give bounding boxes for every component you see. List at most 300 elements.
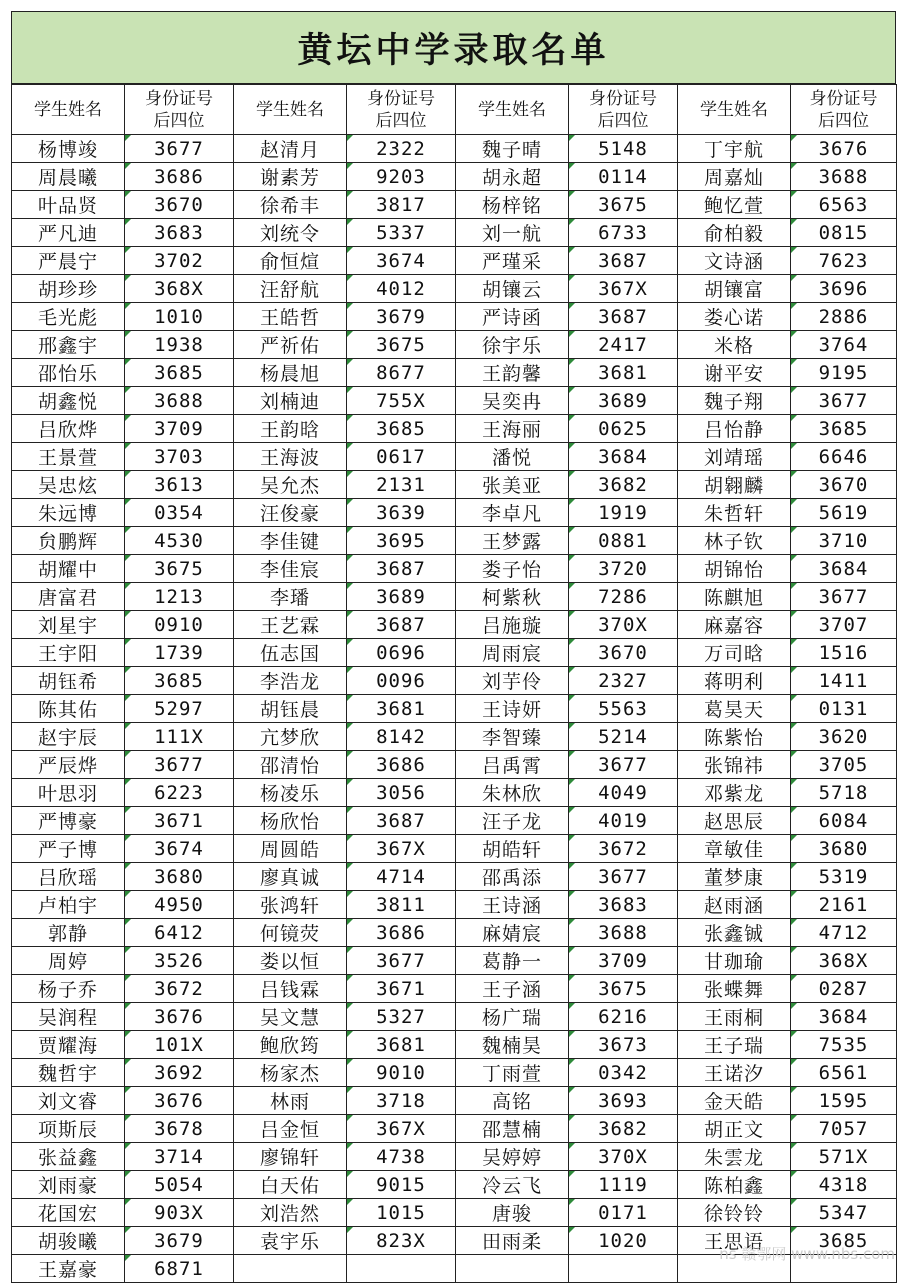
id-last4-cell: 367X [347,835,456,863]
student-name-cell: 魏子晴 [456,135,569,163]
student-name-cell: 林子钦 [678,527,791,555]
student-name-cell: 何镜荧 [234,919,347,947]
student-name-cell: 刘一航 [456,219,569,247]
id-last4-cell: 3685 [347,415,456,443]
id-last4-cell: 3670 [791,471,897,499]
id-last4-cell: 1919 [569,499,678,527]
table-row [12,415,897,443]
student-name-cell: 鲍忆萱 [678,191,791,219]
student-name-cell [234,1255,347,1283]
id-last4-cell: 3675 [347,331,456,359]
student-name-cell: 潘悦 [456,443,569,471]
header-student-name: 学生姓名 [456,85,569,135]
id-last4-cell: 3056 [347,779,456,807]
student-name-cell: 刘靖瑶 [678,443,791,471]
table-row [12,583,897,611]
header-student-name: 学生姓名 [12,85,125,135]
table-row [12,303,897,331]
table-row [12,219,897,247]
table-row [12,1143,897,1171]
id-last4-cell: 903X [125,1199,234,1227]
table-row [12,275,897,303]
student-name-cell: 张益鑫 [12,1143,125,1171]
student-name-cell: 亢梦欣 [234,723,347,751]
id-last4-cell: 4738 [347,1143,456,1171]
id-last4-cell [347,1255,456,1283]
student-name-cell: 杨家杰 [234,1059,347,1087]
id-last4-cell: 3688 [791,163,897,191]
id-last4-cell: 7623 [791,247,897,275]
student-name-cell: 吕禹霄 [456,751,569,779]
id-last4-cell: 1213 [125,583,234,611]
id-last4-cell: 3639 [347,499,456,527]
id-last4-cell: 6646 [791,443,897,471]
table-row [12,695,897,723]
id-last4-cell: 3682 [569,471,678,499]
id-last4-cell: 7057 [791,1115,897,1143]
id-last4-cell: 0815 [791,219,897,247]
student-name-cell: 叶品贤 [12,191,125,219]
student-name-cell: 万司晗 [678,639,791,667]
student-name-cell: 胡珍珍 [12,275,125,303]
student-name-cell: 陈柏鑫 [678,1171,791,1199]
student-name-cell: 汪子龙 [456,807,569,835]
id-last4-cell: 2322 [347,135,456,163]
student-name-cell: 王景萱 [12,443,125,471]
student-name-cell: 朱哲轩 [678,499,791,527]
table-body [12,135,897,1283]
id-last4-cell: 1119 [569,1171,678,1199]
student-name-cell: 俞柏毅 [678,219,791,247]
table-row [12,443,897,471]
id-last4-cell: 3709 [569,947,678,975]
id-last4-cell: 0617 [347,443,456,471]
student-name-cell: 李佳宸 [234,555,347,583]
student-name-cell: 胡鑫悦 [12,387,125,415]
id-last4-cell: 5563 [569,695,678,723]
id-last4-cell: 370X [569,611,678,639]
id-last4-cell: 3677 [569,751,678,779]
id-last4-cell: 3687 [569,247,678,275]
id-last4-cell: 6561 [791,1059,897,1087]
student-name-cell: 杨梓铭 [456,191,569,219]
table-row [12,247,897,275]
id-last4-cell: 3675 [569,975,678,1003]
student-name-cell: 王韵晗 [234,415,347,443]
table-row [12,1059,897,1087]
id-last4-cell: 3687 [347,807,456,835]
student-name-cell: 严子博 [12,835,125,863]
id-last4-cell: 0910 [125,611,234,639]
student-name-cell: 叶思羽 [12,779,125,807]
student-name-cell: 金天皓 [678,1087,791,1115]
student-name-cell: 刘雨豪 [12,1171,125,1199]
student-name-cell: 葛昊天 [678,695,791,723]
student-name-cell: 严博豪 [12,807,125,835]
id-last4-cell: 5214 [569,723,678,751]
id-last4-cell: 0131 [791,695,897,723]
student-name-cell: 刘楠迪 [234,387,347,415]
id-last4-cell: 2417 [569,331,678,359]
student-name-cell: 吴奕冉 [456,387,569,415]
table-row [12,555,897,583]
student-name-cell: 胡骏曦 [12,1227,125,1255]
id-last4-cell: 5148 [569,135,678,163]
student-name-cell: 李浩龙 [234,667,347,695]
student-name-cell: 王诺汐 [678,1059,791,1087]
student-name-cell: 王海波 [234,443,347,471]
student-name-cell: 邵禹添 [456,863,569,891]
student-name-cell: 邓紫龙 [678,779,791,807]
id-last4-cell: 6733 [569,219,678,247]
id-last4-cell: 571X [791,1143,897,1171]
id-last4-cell: 3685 [791,1227,897,1255]
student-name-cell: 严祈佑 [234,331,347,359]
id-last4-cell: 3677 [569,863,678,891]
student-name-cell: 贾耀海 [12,1031,125,1059]
student-name-cell: 胡翱麟 [678,471,791,499]
student-name-cell: 董梦康 [678,863,791,891]
student-name-cell: 汪舒航 [234,275,347,303]
student-name-cell: 胡钰希 [12,667,125,695]
student-name-cell: 邢鑫宇 [12,331,125,359]
id-last4-cell: 6216 [569,1003,678,1031]
student-name-cell: 吕施璇 [456,611,569,639]
table-row [12,723,897,751]
student-name-cell: 魏楠昊 [456,1031,569,1059]
id-last4-cell: 2886 [791,303,897,331]
id-last4-cell: 7535 [791,1031,897,1059]
student-name-cell: 杨欣怡 [234,807,347,835]
header-id-last4: 身份证号 后四位 [125,85,234,135]
header-id-last4: 身份证号 后四位 [347,85,456,135]
id-last4-cell: 0096 [347,667,456,695]
id-last4-cell [569,1255,678,1283]
id-last4-cell: 3681 [347,695,456,723]
student-name-cell: 杨博竣 [12,135,125,163]
student-name-cell: 杨广瑞 [456,1003,569,1031]
id-last4-cell: 6223 [125,779,234,807]
id-last4-cell: 9010 [347,1059,456,1087]
id-last4-cell: 3689 [347,583,456,611]
student-name-cell: 李智臻 [456,723,569,751]
student-name-cell: 米格 [678,331,791,359]
table-row [12,191,897,219]
admission-sheet [11,11,896,1283]
student-name-cell: 王嘉豪 [12,1255,125,1283]
table-row [12,639,897,667]
student-name-cell: 章敏佳 [678,835,791,863]
id-last4-cell: 0287 [791,975,897,1003]
id-last4-cell: 9015 [347,1171,456,1199]
student-name-cell: 王韵馨 [456,359,569,387]
student-name-cell: 朱远博 [12,499,125,527]
student-name-cell: 文诗涵 [678,247,791,275]
table-row [12,807,897,835]
id-last4-cell: 0114 [569,163,678,191]
header-student-name: 学生姓名 [678,85,791,135]
id-last4-cell: 3709 [125,415,234,443]
student-name-cell: 廖锦轩 [234,1143,347,1171]
student-name-cell: 吕欣烨 [12,415,125,443]
student-name-cell: 张鑫铖 [678,919,791,947]
id-last4-cell: 3695 [347,527,456,555]
student-name-cell: 陈麒旭 [678,583,791,611]
id-last4-cell: 9203 [347,163,456,191]
id-last4-cell: 3703 [125,443,234,471]
id-last4-cell: 3696 [791,275,897,303]
id-last4-cell: 3677 [347,947,456,975]
student-name-cell: 白天佑 [234,1171,347,1199]
student-name-cell: 胡钰晨 [234,695,347,723]
id-last4-cell: 3687 [347,611,456,639]
student-name-cell: 项斯辰 [12,1115,125,1143]
student-name-cell: 胡镶云 [456,275,569,303]
student-name-cell: 严晨宁 [12,247,125,275]
id-last4-cell: 755X [347,387,456,415]
id-last4-cell: 3683 [569,891,678,919]
student-name-cell: 汪俊豪 [234,499,347,527]
student-name-cell: 王宇阳 [12,639,125,667]
id-last4-cell: 3675 [569,191,678,219]
id-last4-cell: 3693 [569,1087,678,1115]
table-row [12,163,897,191]
student-name-cell: 林雨 [234,1087,347,1115]
id-last4-cell: 3714 [125,1143,234,1171]
student-name-cell: 吴忠炫 [12,471,125,499]
id-last4-cell: 368X [125,275,234,303]
table-row [12,611,897,639]
student-name-cell: 李卓凡 [456,499,569,527]
id-last4-cell: 3678 [125,1115,234,1143]
student-name-cell: 陈紫怡 [678,723,791,751]
student-name-cell: 俞恒煊 [234,247,347,275]
table-row [12,1199,897,1227]
id-last4-cell: 3817 [347,191,456,219]
student-name-cell: 王艺霖 [234,611,347,639]
id-last4-cell: 4318 [791,1171,897,1199]
id-last4-cell: 6084 [791,807,897,835]
student-name-cell: 丁宇航 [678,135,791,163]
student-name-cell: 鲍欣筠 [234,1031,347,1059]
table-row [12,667,897,695]
student-name-cell: 王海丽 [456,415,569,443]
id-last4-cell: 3677 [791,387,897,415]
student-name-cell: 郭静 [12,919,125,947]
table-row [12,975,897,1003]
id-last4-cell: 4019 [569,807,678,835]
student-name-cell: 廖真诚 [234,863,347,891]
student-name-cell: 胡皓轩 [456,835,569,863]
id-last4-cell: 1739 [125,639,234,667]
id-last4-cell: 3680 [791,835,897,863]
table-row [12,835,897,863]
id-last4-cell: 367X [347,1115,456,1143]
id-last4-cell: 3687 [347,555,456,583]
student-name-cell: 吴润程 [12,1003,125,1031]
id-last4-cell: 5297 [125,695,234,723]
student-name-cell: 吴文慧 [234,1003,347,1031]
table-row [12,331,897,359]
id-last4-cell: 0881 [569,527,678,555]
student-name-cell: 张美亚 [456,471,569,499]
student-name-cell: 朱林欣 [456,779,569,807]
student-name-cell: 王梦露 [456,527,569,555]
student-name-cell: 赵宇辰 [12,723,125,751]
id-last4-cell: 8677 [347,359,456,387]
id-last4-cell: 6412 [125,919,234,947]
student-name-cell: 邵怡乐 [12,359,125,387]
student-name-cell: 赵雨涵 [678,891,791,919]
student-name-cell: 麻嘉容 [678,611,791,639]
id-last4-cell: 4530 [125,527,234,555]
student-name-cell: 麻婧宸 [456,919,569,947]
id-last4-cell: 367X [569,275,678,303]
student-name-cell: 丁雨萱 [456,1059,569,1087]
id-last4-cell: 0342 [569,1059,678,1087]
student-name-cell: 王诗妍 [456,695,569,723]
id-last4-cell: 5054 [125,1171,234,1199]
id-last4-cell: 3684 [791,1003,897,1031]
student-name-cell: 朱雲龙 [678,1143,791,1171]
id-last4-cell: 3674 [347,247,456,275]
id-last4-cell: 3685 [125,359,234,387]
header-row [12,85,897,135]
id-last4-cell: 3686 [347,751,456,779]
id-last4-cell: 4714 [347,863,456,891]
student-name-cell: 李佳键 [234,527,347,555]
student-name-cell: 杨子乔 [12,975,125,1003]
id-last4-cell: 0625 [569,415,678,443]
student-name-cell: 严瑾采 [456,247,569,275]
id-last4-cell: 5347 [791,1199,897,1227]
student-name-cell: 王子瑞 [678,1031,791,1059]
id-last4-cell: 3677 [791,583,897,611]
student-name-cell: 卢柏宇 [12,891,125,919]
header-id-last4: 身份证号 后四位 [569,85,678,135]
id-last4-cell: 3685 [791,415,897,443]
page-title: 黄坛中学录取名单 [297,30,610,71]
id-last4-cell: 3681 [569,359,678,387]
table-row [12,1171,897,1199]
id-last4-cell: 3670 [569,639,678,667]
student-name-cell: 邵清怡 [234,751,347,779]
id-last4-cell: 1411 [791,667,897,695]
id-last4-cell: 6871 [125,1255,234,1283]
id-last4-cell: 3526 [125,947,234,975]
student-name-cell: 张鸿轩 [234,891,347,919]
id-last4-cell: 4712 [791,919,897,947]
id-last4-cell: 7286 [569,583,678,611]
student-name-cell: 徐铃铃 [678,1199,791,1227]
student-name-cell: 刘统令 [234,219,347,247]
student-name-cell: 杨凌乐 [234,779,347,807]
id-last4-cell: 5718 [791,779,897,807]
student-name-cell: 张蝶舞 [678,975,791,1003]
student-name-cell: 陈其佑 [12,695,125,723]
id-last4-cell: 4950 [125,891,234,919]
id-last4-cell: 2161 [791,891,897,919]
student-name-cell [456,1255,569,1283]
student-name-cell: 周嘉灿 [678,163,791,191]
student-name-cell: 冷云飞 [456,1171,569,1199]
id-last4-cell: 1516 [791,639,897,667]
id-last4-cell: 0696 [347,639,456,667]
student-name-cell: 唐富君 [12,583,125,611]
id-last4-cell: 370X [569,1143,678,1171]
student-name-cell: 王雨桐 [678,1003,791,1031]
id-last4-cell: 4049 [569,779,678,807]
id-last4-cell: 3672 [125,975,234,1003]
student-name-cell: 吕怡静 [678,415,791,443]
id-last4-cell: 3687 [569,303,678,331]
table-row [12,1087,897,1115]
id-last4-cell: 3672 [569,835,678,863]
table-row [12,1115,897,1143]
id-last4-cell: 3673 [569,1031,678,1059]
student-name-cell: 王皓哲 [234,303,347,331]
id-last4-cell: 5327 [347,1003,456,1031]
id-last4-cell: 3681 [347,1031,456,1059]
student-name-cell: 葛静一 [456,947,569,975]
id-last4-cell: 3676 [125,1087,234,1115]
id-last4-cell: 3688 [125,387,234,415]
student-name-cell: 胡正文 [678,1115,791,1143]
id-last4-cell: 3705 [791,751,897,779]
id-last4-cell: 3702 [125,247,234,275]
student-name-cell: 严凡迪 [12,219,125,247]
id-last4-cell: 1010 [125,303,234,331]
table-row [12,499,897,527]
student-name-cell: 胡永超 [456,163,569,191]
id-last4-cell: 2131 [347,471,456,499]
student-name-cell: 周晨曦 [12,163,125,191]
admission-table [11,84,897,1283]
id-last4-cell: 5319 [791,863,897,891]
id-last4-cell: 3620 [791,723,897,751]
id-last4-cell: 1938 [125,331,234,359]
student-name-cell: 蒋明利 [678,667,791,695]
student-name-cell: 高铭 [456,1087,569,1115]
id-last4-cell: 1595 [791,1087,897,1115]
student-name-cell: 杨晨旭 [234,359,347,387]
student-name-cell: 胡耀中 [12,555,125,583]
table-row [12,471,897,499]
header-id-last4: 身份证号 后四位 [791,85,897,135]
student-name-cell: 刘文睿 [12,1087,125,1115]
student-name-cell: 唐骏 [456,1199,569,1227]
student-name-cell: 严辰烨 [12,751,125,779]
id-last4-cell: 0171 [569,1199,678,1227]
student-name-cell: 徐希丰 [234,191,347,219]
student-name-cell: 吕钱霖 [234,975,347,1003]
table-row [12,751,897,779]
student-name-cell: 伍志国 [234,639,347,667]
id-last4-cell: 3720 [569,555,678,583]
id-last4-cell: 101X [125,1031,234,1059]
id-last4-cell: 5337 [347,219,456,247]
id-last4-cell: 3684 [791,555,897,583]
id-last4-cell: 1015 [347,1199,456,1227]
student-name-cell: 吴婷婷 [456,1143,569,1171]
table-row [12,387,897,415]
id-last4-cell: 823X [347,1227,456,1255]
student-name-cell: 魏子翔 [678,387,791,415]
student-name-cell: 甘珈瑜 [678,947,791,975]
id-last4-cell: 3676 [125,1003,234,1031]
table-row [12,1031,897,1059]
id-last4-cell: 3707 [791,611,897,639]
